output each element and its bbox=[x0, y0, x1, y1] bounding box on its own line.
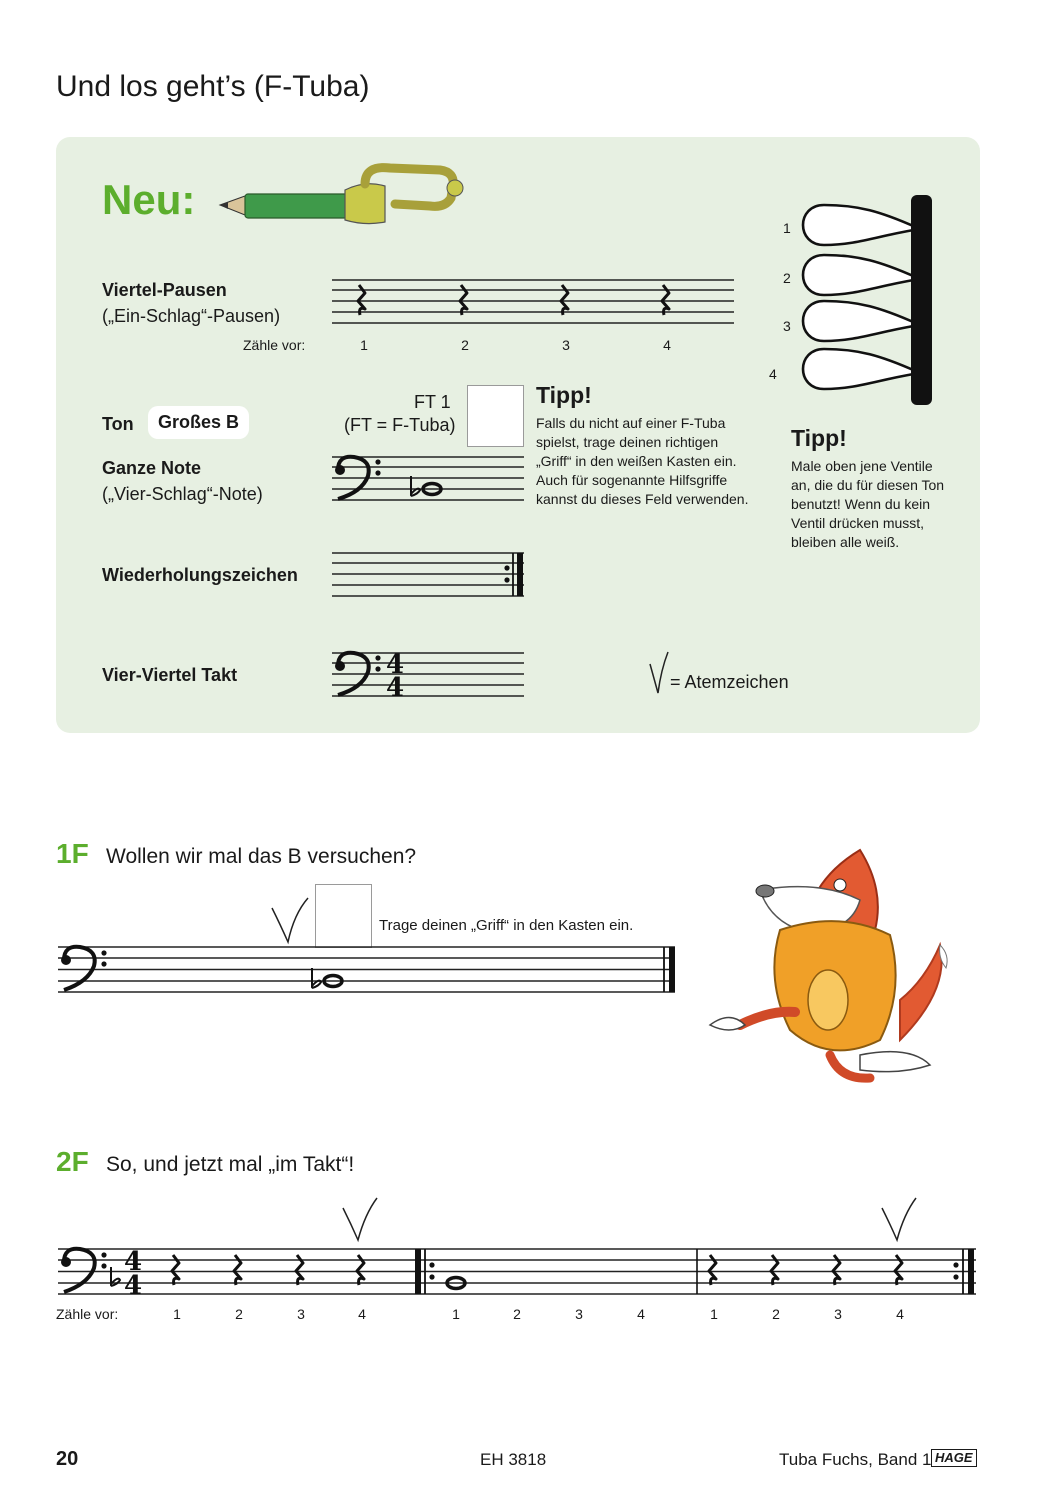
svg-text:4: 4 bbox=[386, 650, 405, 680]
valve-3[interactable] bbox=[803, 301, 920, 341]
exercise-2-count: 1 bbox=[173, 1306, 181, 1322]
book-title: Tuba Fuchs, Band 1 bbox=[779, 1450, 932, 1469]
tone-name-badge: Großes B bbox=[148, 406, 249, 439]
page-number: 20 bbox=[56, 1448, 79, 1470]
whole-note-staff bbox=[332, 456, 524, 502]
tip2-text: Male oben jene Ventile an, die du für diesen Ton benutzt! Wenn du kein Ventil drücken musst, bleiben alle weiß. bbox=[791, 458, 945, 550]
rests-sublabel: („Ein-Schlag“-Pausen) bbox=[102, 306, 281, 326]
fox-tuba-illustration bbox=[700, 840, 970, 1090]
time-signature-staff bbox=[332, 650, 524, 703]
valve-1[interactable] bbox=[803, 205, 920, 245]
valve-diagram bbox=[800, 195, 935, 405]
neu-heading: Neu: bbox=[102, 176, 196, 223]
exercise-1-staff bbox=[58, 946, 678, 994]
valve-number-4: 4 bbox=[769, 366, 777, 382]
exercise-1-fingering-box[interactable] bbox=[315, 884, 372, 948]
exercise-2-title: So, und jetzt mal „im Takt“! bbox=[106, 1153, 355, 1176]
exercise-1-box-hint: Trage deinen „Griff“ in den Kasten ein. bbox=[379, 917, 634, 934]
fingering-line2: (FT = F-Tuba) bbox=[344, 415, 456, 435]
exercise-2-count: 3 bbox=[834, 1306, 842, 1322]
svg-text:4: 4 bbox=[124, 1247, 143, 1277]
exercise-2-count: 1 bbox=[710, 1306, 718, 1322]
valve-4[interactable] bbox=[803, 349, 920, 389]
exercise-2-staff bbox=[58, 1247, 978, 1301]
exercise-2-count: 2 bbox=[513, 1306, 521, 1322]
tip1-title: Tipp! bbox=[536, 382, 592, 408]
exercise-2-count-label: Zähle vor: bbox=[56, 1306, 119, 1322]
exercise-2-breath-mark-1-icon bbox=[341, 1196, 379, 1242]
whole-note-label: Ganze Note bbox=[102, 458, 202, 478]
exercise-2-count: 4 bbox=[358, 1306, 366, 1322]
edition-code: EH 3818 bbox=[480, 1450, 547, 1469]
svg-text:4: 4 bbox=[124, 1271, 143, 1301]
tip1-text: Falls du nicht auf einer F-Tuba spielst, trage deinen richtigen „Griff“ in den weißen Kasten ein. Auch für sogenannte Hilfsgriffe kannst du dieses Feld verwenden. bbox=[536, 415, 749, 507]
count-3: 3 bbox=[562, 337, 570, 353]
exercise-1-title: Wollen wir mal das B versuchen? bbox=[106, 845, 417, 868]
exercise-2-breath-mark-2-icon bbox=[880, 1196, 918, 1242]
publisher-logo: HAGE bbox=[931, 1449, 977, 1467]
valve-number-3: 3 bbox=[783, 318, 791, 334]
exercise-2-number: 2F bbox=[56, 1146, 89, 1177]
rests-label: Viertel-Pausen bbox=[102, 280, 227, 300]
whole-note-sublabel: („Vier-Schlag“-Note) bbox=[102, 484, 263, 504]
fingering-line1: FT 1 bbox=[414, 392, 451, 412]
exercise-2-count: 4 bbox=[896, 1306, 904, 1322]
repeat-label: Wiederholungszeichen bbox=[102, 565, 298, 585]
valve-number-2: 2 bbox=[783, 270, 791, 286]
exercise-2-count: 2 bbox=[235, 1306, 243, 1322]
count-label: Zähle vor: bbox=[243, 337, 306, 353]
rests-staff bbox=[332, 279, 734, 325]
svg-text:4: 4 bbox=[386, 673, 405, 703]
repeat-staff bbox=[332, 552, 524, 598]
exercise-2-count: 1 bbox=[452, 1306, 460, 1322]
time-label: Vier-Viertel Takt bbox=[102, 665, 238, 685]
exercise-1-number: 1F bbox=[56, 838, 89, 869]
count-2: 2 bbox=[461, 337, 469, 353]
pencil-tuba-illustration bbox=[215, 160, 475, 240]
exercise-2-count: 3 bbox=[575, 1306, 583, 1322]
exercise-2-count: 4 bbox=[637, 1306, 645, 1322]
count-1: 1 bbox=[360, 337, 368, 353]
breath-mark-icon bbox=[649, 650, 669, 695]
page-title: Und los geht’s (F-Tuba) bbox=[56, 70, 370, 103]
tone-label: Ton bbox=[102, 414, 134, 434]
exercise-2-count: 2 bbox=[772, 1306, 780, 1322]
valve-2[interactable] bbox=[803, 255, 920, 295]
fingering-box[interactable] bbox=[467, 385, 524, 447]
exercise-2-count: 3 bbox=[297, 1306, 305, 1322]
count-4: 4 bbox=[663, 337, 671, 353]
exercise-1-breath-mark-icon bbox=[270, 896, 310, 944]
breath-mark-text: = Atemzeichen bbox=[670, 672, 789, 692]
tip2-title: Tipp! bbox=[791, 425, 847, 451]
valve-number-1: 1 bbox=[783, 220, 791, 236]
